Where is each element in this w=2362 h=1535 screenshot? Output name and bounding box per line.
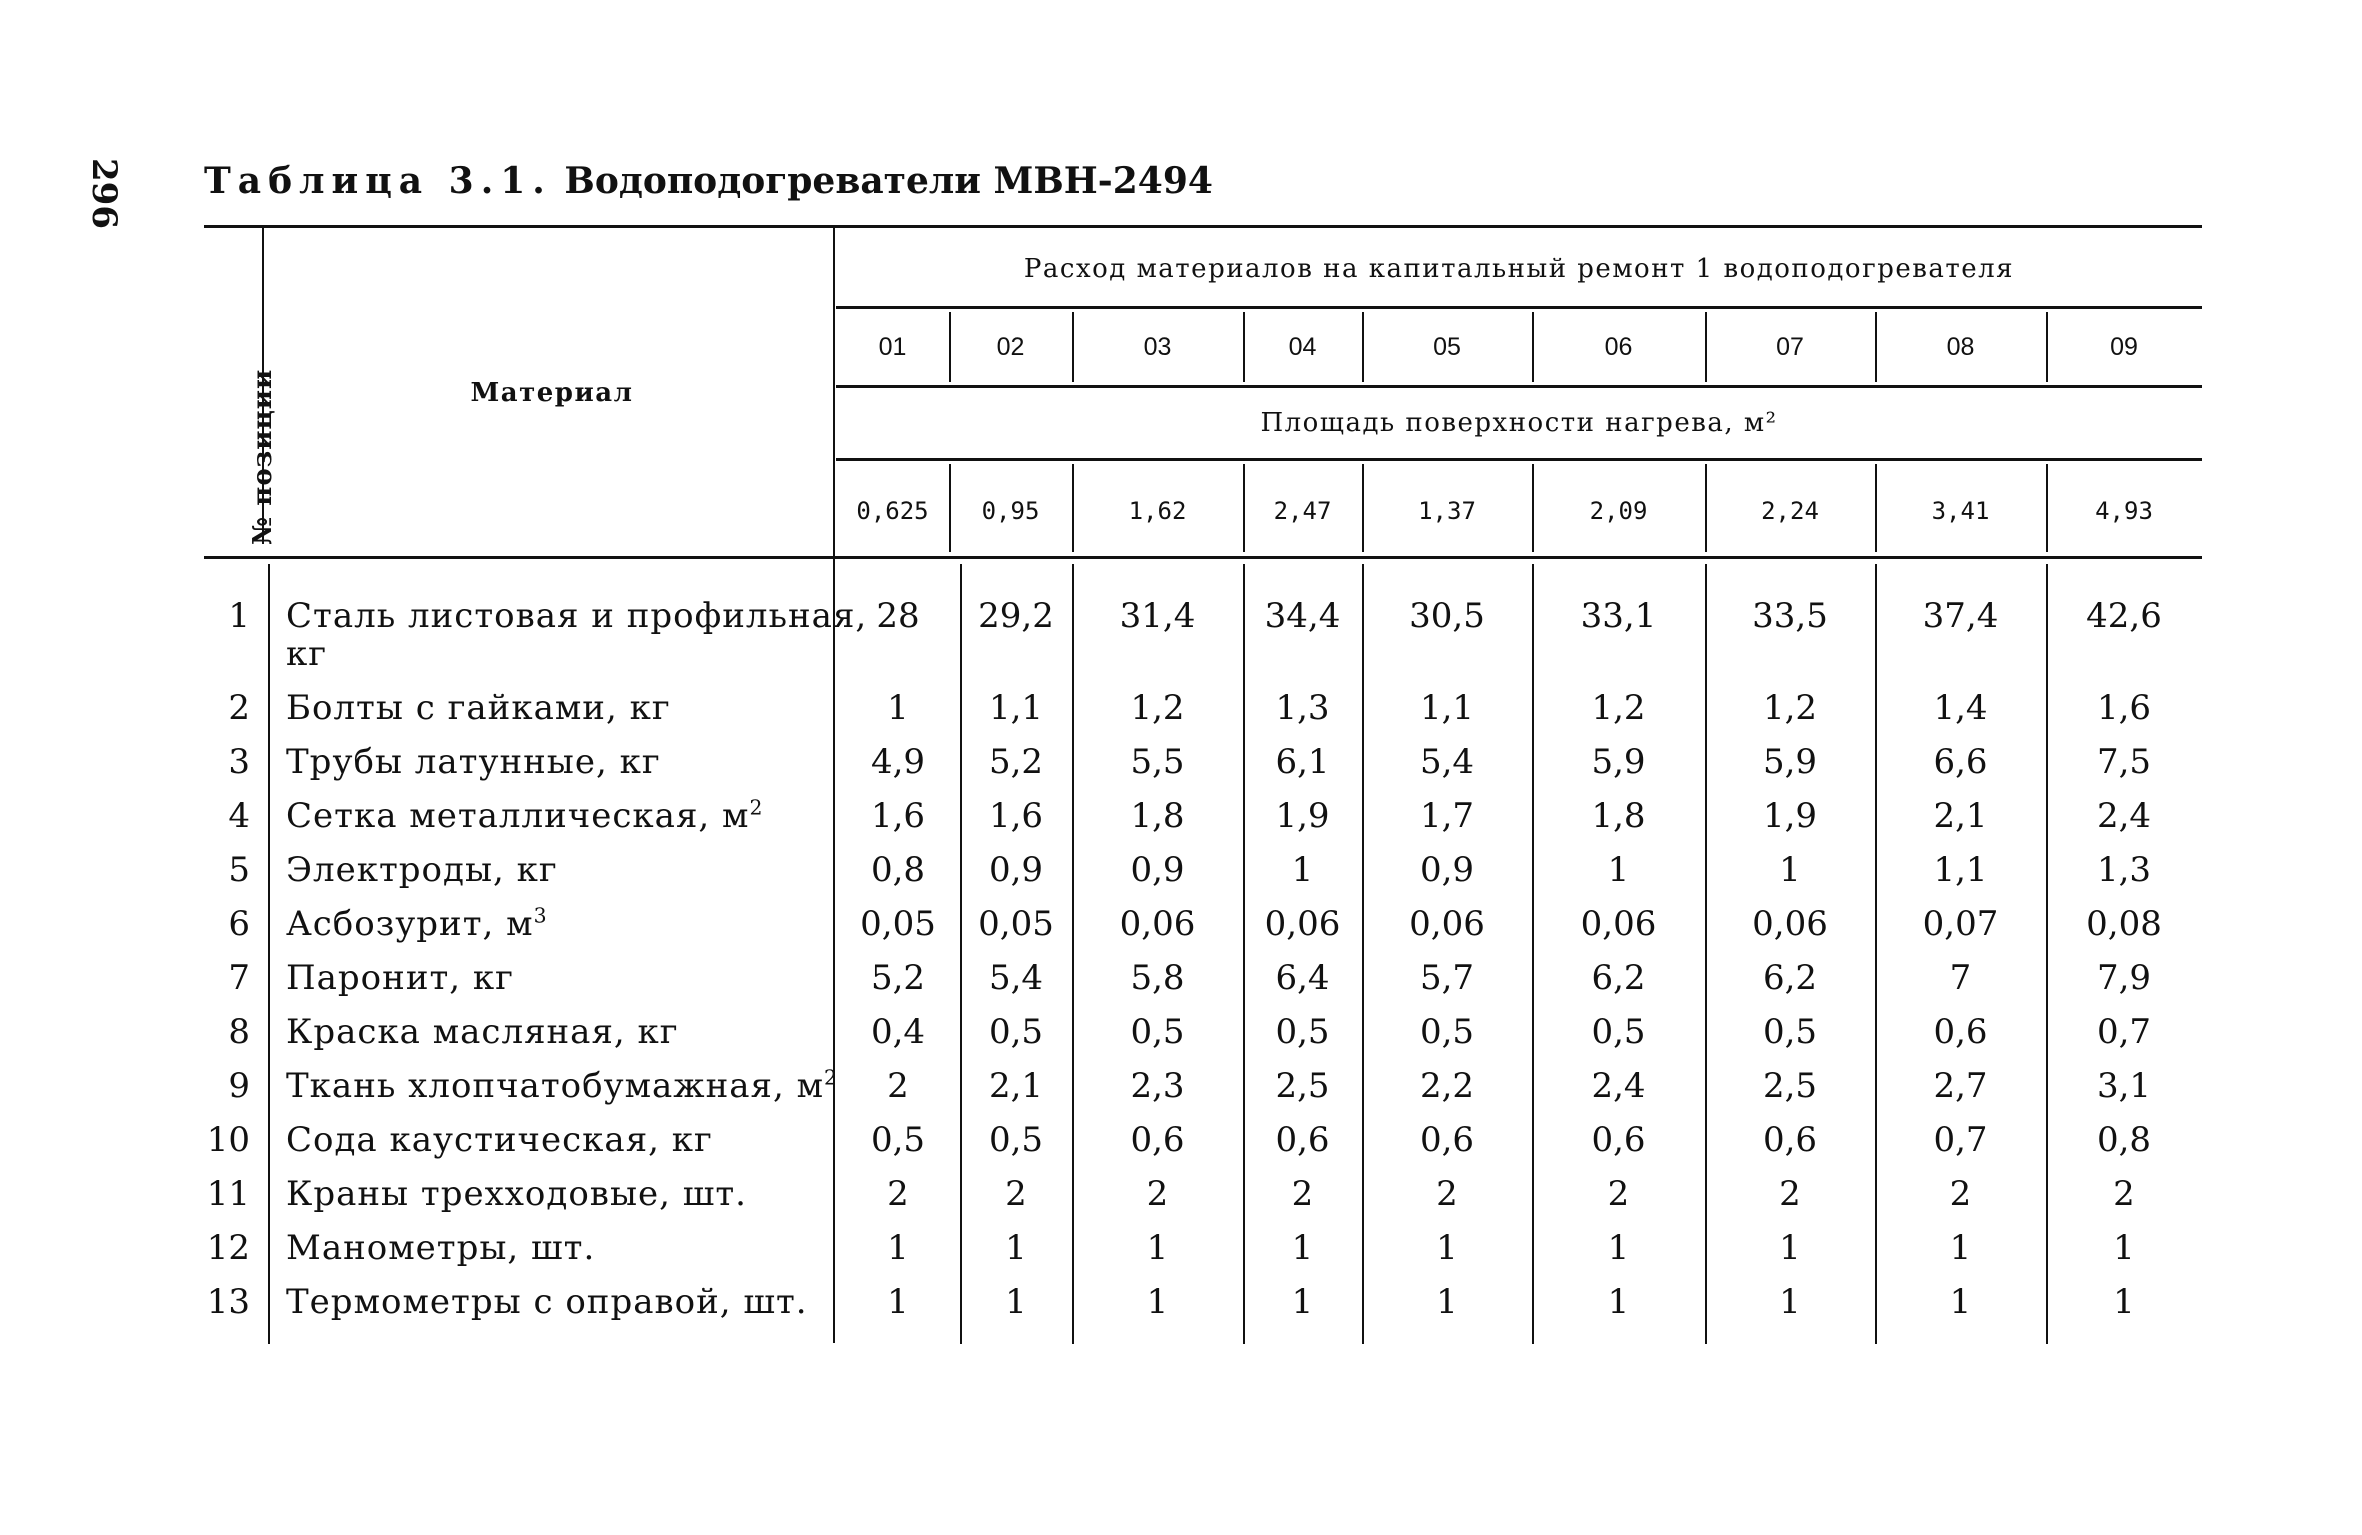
area-col-divider	[2046, 464, 2048, 552]
value-cell: 0,8	[2096, 1120, 2152, 1160]
value-cell: 5,5	[1130, 742, 1185, 782]
value-cell: 5,9	[1591, 742, 1646, 782]
value-cell: 34,4	[1264, 596, 1341, 636]
value-cell: 0,05	[978, 904, 1054, 944]
value-cell: 1	[1005, 1282, 1027, 1322]
value-cell: 0,6	[1275, 1120, 1330, 1160]
value-cell: 0,06	[1409, 904, 1485, 944]
table-row	[0, 850, 2362, 904]
row-number: 1	[228, 596, 250, 636]
material-name-continued: кг	[286, 634, 328, 674]
material-name: Манометры, шт.	[286, 1228, 596, 1268]
value-cell: 1,3	[1275, 688, 1330, 728]
table-row	[0, 796, 2362, 850]
material-name: Асбозурит, $м^3$	[286, 903, 548, 944]
value-cell: 0,5	[988, 1012, 1044, 1052]
value-cell: 1,9	[1762, 796, 1818, 836]
value-cell: 1	[1779, 850, 1801, 890]
value-cell: 1,9	[1275, 796, 1330, 836]
value-cell: 28	[876, 596, 920, 636]
value-cell: 1	[1291, 1282, 1314, 1322]
code-col-divider	[1243, 312, 1245, 382]
table-title-text: Водоподогреватели МВН-2494	[564, 160, 1213, 202]
area-cell: 2,09	[1589, 497, 1648, 525]
row-number: 12	[206, 1228, 250, 1268]
row-number: 6	[228, 904, 250, 944]
value-cell: 5,4	[988, 958, 1044, 998]
value-cell: 0,5	[1762, 1012, 1818, 1052]
value-cell: 0,07	[1922, 904, 1999, 944]
value-cell: 1	[887, 1228, 909, 1268]
value-cell: 0,9	[1419, 850, 1475, 890]
value-cell: 5,9	[1762, 742, 1818, 782]
value-cell: 1	[2113, 1228, 2135, 1268]
value-cell: 1,4	[1933, 688, 1988, 728]
value-cell: 6,4	[1275, 958, 1330, 998]
value-cell: 1	[1949, 1228, 1972, 1268]
value-cell: 1,1	[1419, 688, 1475, 728]
table-row	[0, 1012, 2362, 1066]
consumption-group-header: Расход материалов на капитальный ремонт 1 водоподогревателя	[1023, 254, 2015, 284]
value-cell: 0,5	[1130, 1012, 1185, 1052]
code-col-divider	[1532, 312, 1534, 382]
area-title-rule	[836, 458, 2202, 461]
value-cell: 2	[887, 1066, 909, 1106]
value-cell: 42,6	[2086, 596, 2162, 636]
value-cell: 0,05	[860, 904, 936, 944]
value-cell: 5,2	[870, 958, 926, 998]
area-col-divider	[949, 464, 951, 552]
area-col-divider	[1243, 464, 1245, 552]
area-cell: 0,95	[981, 497, 1040, 525]
material-name: Краска масляная, кг	[286, 1012, 679, 1052]
value-cell: 0,06	[1580, 904, 1657, 944]
row-number: 3	[228, 742, 250, 782]
value-cell: 1,1	[1933, 850, 1988, 890]
code-col-divider	[1705, 312, 1707, 382]
material-name: Электроды, кг	[286, 850, 558, 890]
area-cell: 4,93	[2095, 497, 2153, 525]
row-number: 10	[206, 1120, 250, 1160]
value-cell: 2	[2113, 1174, 2135, 1214]
area-cell: 0,625	[856, 497, 929, 525]
value-cell: 2,1	[988, 1066, 1044, 1106]
material-name: Болты с гайками, кг	[286, 688, 671, 728]
table-row	[0, 1066, 2362, 1120]
value-cell: 1	[2113, 1282, 2135, 1322]
code-cell: 08	[1946, 333, 1975, 361]
value-cell: 7,9	[2096, 958, 2152, 998]
area-col-divider	[1532, 464, 1534, 552]
area-cell: 1,37	[1418, 497, 1476, 525]
value-cell: 1,7	[1419, 796, 1475, 836]
value-cell: 2,1	[1933, 796, 1988, 836]
code-col-divider	[949, 312, 951, 382]
row-number: 9	[228, 1066, 250, 1106]
row-number: 5	[228, 850, 250, 890]
value-cell: 0,6	[1762, 1120, 1818, 1160]
value-cell: 0,08	[2086, 904, 2162, 944]
value-cell: 0,6	[1419, 1120, 1475, 1160]
value-cell: 2,5	[1762, 1066, 1818, 1106]
value-cell: 0,9	[988, 850, 1044, 890]
value-cell: 6,1	[1275, 742, 1330, 782]
value-cell: 1,6	[988, 796, 1044, 836]
material-name: Ткань хлопчатобумажная, $м^2$	[286, 1065, 839, 1106]
material-column-header: Материал	[470, 378, 634, 408]
value-cell: 0,5	[1591, 1012, 1646, 1052]
value-cell: 2,2	[1419, 1066, 1475, 1106]
area-col-divider	[1362, 464, 1364, 552]
value-cell: 37,4	[1922, 596, 1999, 636]
value-cell: 6,6	[1933, 742, 1988, 782]
material-name: Трубы латунные, кг	[286, 742, 661, 782]
value-cell: 1	[1949, 1282, 1972, 1322]
value-cell: 0,6	[1933, 1012, 1988, 1052]
value-cell: 4,9	[870, 742, 926, 782]
code-cell: 09	[2110, 333, 2138, 361]
table-row	[0, 596, 2362, 674]
value-cell: 0,7	[1933, 1120, 1988, 1160]
value-cell: 0,5	[1275, 1012, 1330, 1052]
value-cell: 1	[1291, 1228, 1314, 1268]
area-cell: 3,41	[1931, 497, 1990, 525]
row-number: 7	[228, 958, 250, 998]
value-cell: 1	[1146, 1282, 1169, 1322]
value-cell: 7	[1949, 958, 1972, 998]
table-row	[0, 742, 2362, 796]
code-col-divider	[1072, 312, 1074, 382]
value-cell: 0,5	[1419, 1012, 1475, 1052]
value-cell: 0,06	[1119, 904, 1196, 944]
value-cell: 1,2	[1130, 688, 1185, 728]
value-cell: 1	[1607, 850, 1630, 890]
value-cell: 0,9	[1130, 850, 1185, 890]
value-cell: 2,7	[1933, 1066, 1988, 1106]
value-cell: 2	[1146, 1174, 1169, 1214]
area-col-divider	[1072, 464, 1074, 552]
value-cell: 2	[887, 1174, 909, 1214]
value-cell: 2,4	[2096, 796, 2152, 836]
value-cell: 2,3	[1130, 1066, 1185, 1106]
table-row	[0, 1174, 2362, 1228]
table-row	[0, 958, 2362, 1012]
value-cell: 6,2	[1591, 958, 1646, 998]
header-bottom-rule	[204, 556, 2202, 559]
area-col-divider	[1875, 464, 1877, 552]
value-cell: 1	[887, 1282, 909, 1322]
material-name: Сетка металлическая, $м^2$	[286, 795, 764, 836]
value-cell: 31,4	[1119, 596, 1196, 636]
value-cell: 1,8	[1591, 796, 1646, 836]
value-cell: 1,6	[870, 796, 926, 836]
row-number: 11	[206, 1174, 250, 1214]
code-cell: 06	[1604, 333, 1633, 361]
row-number: 4	[228, 796, 250, 836]
value-cell: 0,6	[1591, 1120, 1646, 1160]
codes-rule	[836, 385, 2202, 388]
row-number: 8	[228, 1012, 250, 1052]
code-cell: 07	[1776, 333, 1804, 361]
value-cell: 7,5	[2096, 742, 2152, 782]
value-cell: 3,1	[2096, 1066, 2152, 1106]
value-cell: 1	[1779, 1228, 1801, 1268]
page-number: 296	[84, 158, 124, 229]
row-number: 13	[206, 1282, 250, 1322]
value-cell: 33,1	[1580, 596, 1657, 636]
area-cell: 1,62	[1128, 497, 1187, 525]
code-cell: 03	[1143, 333, 1172, 361]
material-name: Термометры с оправой, шт.	[286, 1282, 808, 1322]
material-name: Краны трехходовые, шт.	[286, 1174, 747, 1214]
heating-area-header: Площадь поверхности нагрева, м²	[1260, 408, 1778, 438]
code-col-divider	[1362, 312, 1364, 382]
table-title	[204, 160, 1213, 202]
area-cell: 2,24	[1761, 497, 1819, 525]
area-col-divider	[1705, 464, 1707, 552]
value-cell: 2	[1607, 1174, 1630, 1214]
code-col-divider	[1875, 312, 1877, 382]
value-cell: 1	[1005, 1228, 1027, 1268]
value-cell: 0,06	[1264, 904, 1341, 944]
value-cell: 0,4	[870, 1012, 926, 1052]
value-cell: 2	[1291, 1174, 1314, 1214]
group-header-rule	[836, 306, 2202, 309]
table-row	[0, 904, 2362, 958]
value-cell: 1	[1779, 1282, 1801, 1322]
code-cell: 01	[878, 333, 907, 361]
value-cell: 2	[1005, 1174, 1027, 1214]
code-cell: 02	[996, 333, 1025, 361]
value-cell: 5,7	[1419, 958, 1475, 998]
area-cell: 2,47	[1273, 497, 1332, 525]
value-cell: 5,8	[1130, 958, 1185, 998]
value-cell: 33,5	[1752, 596, 1828, 636]
value-cell: 2,4	[1591, 1066, 1646, 1106]
value-cell: 5,4	[1419, 742, 1475, 782]
value-cell: 1	[1607, 1282, 1630, 1322]
value-cell: 1	[1291, 850, 1314, 890]
value-cell: 0,06	[1752, 904, 1828, 944]
position-column-header: № позиции	[248, 368, 278, 545]
value-cell: 1	[1607, 1228, 1630, 1268]
value-cell: 2	[1779, 1174, 1801, 1214]
value-cell: 1,2	[1591, 688, 1646, 728]
value-cell: 2	[1436, 1174, 1458, 1214]
table-title-label: Таблица 3.1.	[204, 160, 552, 202]
value-cell: 1	[1436, 1282, 1458, 1322]
value-cell: 1,6	[2096, 688, 2152, 728]
material-name: Сталь листовая и профильная,	[286, 596, 868, 636]
value-cell: 1,2	[1762, 688, 1818, 728]
code-col-divider	[2046, 312, 2048, 382]
value-cell: 0,5	[988, 1120, 1044, 1160]
table-row	[0, 1228, 2362, 1282]
value-cell: 6,2	[1762, 958, 1818, 998]
table-top-rule	[204, 225, 2202, 228]
code-cell: 05	[1433, 333, 1461, 361]
value-cell: 0,5	[870, 1120, 926, 1160]
material-name: Сода каустическая, кг	[286, 1120, 713, 1160]
row-number: 2	[228, 688, 250, 728]
value-cell: 0,8	[870, 850, 926, 890]
table-row	[0, 1120, 2362, 1174]
value-cell: 2	[1949, 1174, 1972, 1214]
value-cell: 29,2	[978, 596, 1054, 636]
material-name: Паронит, кг	[286, 958, 514, 998]
value-cell: 1,8	[1130, 796, 1185, 836]
value-cell: 5,2	[988, 742, 1044, 782]
value-cell: 1,1	[988, 688, 1044, 728]
table-row	[0, 688, 2362, 742]
value-cell: 2,5	[1275, 1066, 1330, 1106]
table-row	[0, 1282, 2362, 1336]
code-cell: 04	[1288, 333, 1317, 361]
value-cell: 1,3	[2096, 850, 2152, 890]
value-cell: 1	[1436, 1228, 1458, 1268]
value-cell: 1	[1146, 1228, 1169, 1268]
value-cell: 1	[887, 688, 909, 728]
value-cell: 0,6	[1130, 1120, 1185, 1160]
value-cell: 30,5	[1409, 596, 1485, 636]
value-cell: 0,7	[2096, 1012, 2152, 1052]
